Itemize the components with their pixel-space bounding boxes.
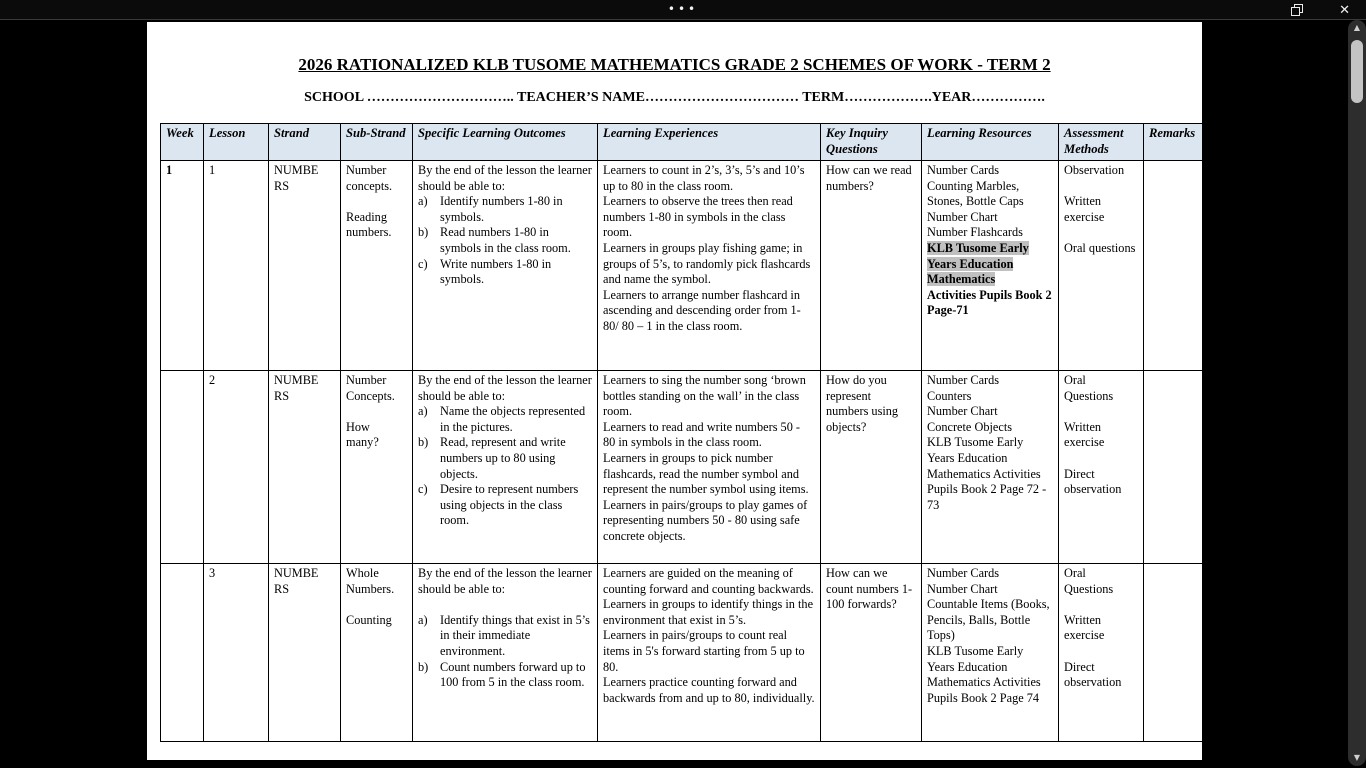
cell-specific-learning-outcomes: By the end of the lesson the learner should be able to: a) Identify numbers 1-80 in symbols. b) Read numbers 1-80 in symbols in the class room. c) Write numbers 1-80 in symbols. — [413, 161, 598, 371]
cell-assessment-methods: Observation Written exercise Oral questions — [1059, 161, 1144, 371]
column-header-specific-learning-outcomes: Specific Learning Outcomes — [413, 124, 598, 161]
cell-assessment-methods: Oral Questions Written exercise Direct observation — [1059, 564, 1144, 742]
column-header-learning-resources: Learning Resources — [922, 124, 1059, 161]
column-header-remarks: Remarks — [1144, 124, 1203, 161]
column-header-strand: Strand — [269, 124, 341, 161]
cell-lesson: 1 — [204, 161, 269, 371]
cell-week — [161, 564, 204, 742]
cell-strand: NUMBERS — [269, 371, 341, 564]
cell-remarks — [1144, 371, 1203, 564]
cell-strand: NUMBERS — [269, 564, 341, 742]
cell-learning-resources: Number Cards Counters Number Chart Concrete Objects KLB Tusome Early Years Education Mathematics Activities Pupils Book 2 Page 72 - 73 — [922, 371, 1059, 564]
table-header-row — [161, 124, 1203, 161]
cell-sub-strand: Number concepts. Reading numbers. — [341, 161, 413, 371]
column-header-week: Week — [161, 124, 204, 161]
window-titlebar — [0, 0, 1366, 20]
cell-strand: NUMBERS — [269, 161, 341, 371]
cell-assessment-methods: Oral Questions Written exercise Direct observation — [1059, 371, 1144, 564]
schemes-table — [160, 123, 1202, 742]
cell-remarks — [1144, 161, 1203, 371]
cell-specific-learning-outcomes: By the end of the lesson the learner should be able to: a) Identify things that exist in 5’s in their immediate environment. b) Count numbers forward up to 100 from 5 in the class room. — [413, 564, 598, 742]
vertical-scrollbar[interactable] — [1348, 20, 1366, 766]
cell-learning-resources: Number Cards Counting Marbles, Stones, Bottle Caps Number Chart Number Flashcards KLB Tusome Early Years Education Mathematics Activities Pupils Book 2 Page-71 — [922, 161, 1059, 371]
table-row-lesson-2 — [161, 371, 1203, 564]
document-page — [147, 22, 1202, 760]
restore-window-button[interactable] — [1291, 4, 1303, 16]
column-header-key-inquiry-questions: Key Inquiry Questions — [821, 124, 922, 161]
cell-learning-experiences: Learners to sing the number song ‘brown bottles standing on the wall’ in the class room. Learners to read and write numbers 50 - 80 in symbols in the class room. Learners in groups to pick number flashcards, read the number symbol and represent the number symbol using items. Learners in pairs/groups to play games of representing numbers 50 - 80 using safe concrete objects. — [598, 371, 821, 564]
column-header-lesson: Lesson — [204, 124, 269, 161]
cell-sub-strand: Number Concepts. How many? — [341, 371, 413, 564]
cell-key-inquiry-questions: How can we count numbers 1-100 forwards? — [821, 564, 922, 742]
cell-learning-experiences: Learners are guided on the meaning of counting forward and counting backwards. Learners in groups to identify things in the environment that exist in 5’s. Learners in pairs/groups to count real items in 5's forward starting from 5 up to 80. Learners practice counting forward and backwards from and up to 80, individually. — [598, 564, 821, 742]
cell-lesson: 3 — [204, 564, 269, 742]
column-header-assessment-methods: Assessment Methods — [1059, 124, 1144, 161]
cell-key-inquiry-questions: How can we read numbers? — [821, 161, 922, 371]
scroll-down-icon[interactable]: ▼ — [1353, 753, 1361, 762]
cell-week: 1 — [161, 161, 204, 371]
cell-week — [161, 371, 204, 564]
cell-lesson: 2 — [204, 371, 269, 564]
overflow-menu-button[interactable]: ••• — [667, 2, 699, 16]
column-header-learning-experiences: Learning Experiences — [598, 124, 821, 161]
scroll-thumb[interactable] — [1351, 40, 1363, 103]
close-window-button[interactable]: ✕ — [1339, 3, 1350, 18]
scroll-up-icon[interactable]: ▲ — [1353, 23, 1361, 32]
cell-specific-learning-outcomes: By the end of the lesson the learner should be able to: a) Name the objects represented in the pictures. b) Read, represent and write numbers up to 80 using objects. c) Desire to represent numbers using objects in the class room. — [413, 371, 598, 564]
table-row-lesson-1 — [161, 161, 1203, 371]
cell-learning-resources: Number Cards Number Chart Countable Items (Books, Pencils, Balls, Bottle Tops) KLB Tusome Early Years Education Mathematics Activities Pupils Book 2 Page 74 — [922, 564, 1059, 742]
cell-learning-experiences: Learners to count in 2’s, 3’s, 5’s and 10’s up to 80 in the class room. Learners to observe the trees then read numbers 1-80 in symbols in the class room. Learners in groups play fishing game; in groups of 5’s, to randomly pick flashcards and name the symbol. Learners to arrange number flashcard in ascending and descending order from 1- 80/ 80 – 1 in the class room. — [598, 161, 821, 371]
table-row-lesson-3 — [161, 564, 1203, 742]
cell-remarks — [1144, 564, 1203, 742]
school-teacher-term-year-line: SCHOOL ………………………….. TEACHER’S NAME…………………………… TERM……………….YEAR……………. — [304, 90, 1045, 105]
cell-sub-strand: Whole Numbers. Counting — [341, 564, 413, 742]
cell-key-inquiry-questions: How do you represent numbers using objects? — [821, 371, 922, 564]
document-title: 2026 RATIONALIZED KLB TUSOME MATHEMATICS GRADE 2 SCHEMES OF WORK - TERM 2 — [298, 55, 1051, 74]
column-header-sub-strand: Sub-Strand — [341, 124, 413, 161]
